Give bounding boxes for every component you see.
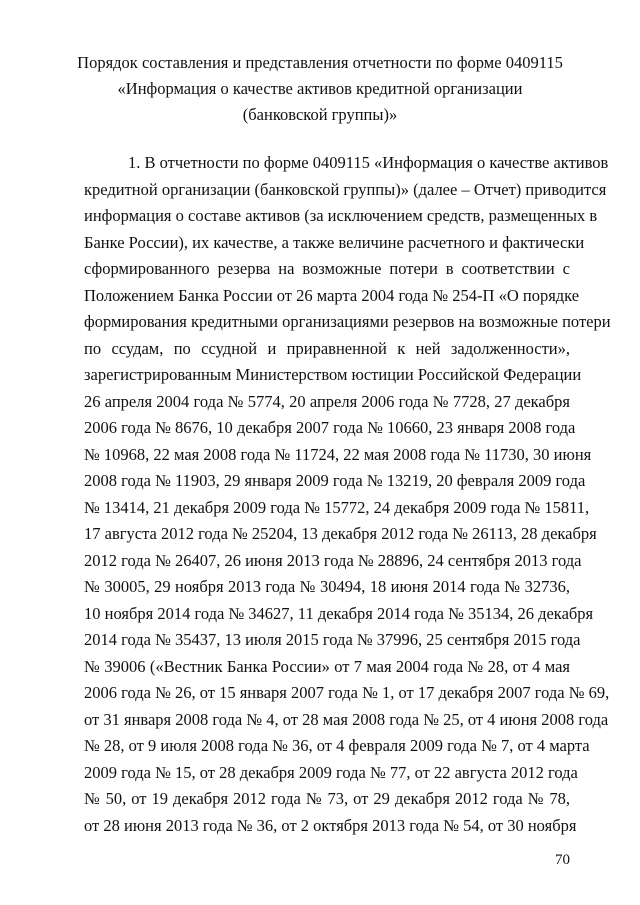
text-line: 1. В отчетности по форме 0409115 «Информация о качестве активов (128, 153, 609, 172)
text-line: кредитной организации (банковской группы)» (далее – Отчет) приводится (84, 179, 607, 199)
text-line: 26 апреля 2004 года № 5774, 20 апреля 2006 года № 7728, 27 декабря (84, 391, 570, 411)
text-line: № 30005, 29 ноября 2013 года № 30494, 18 июня 2014 года № 32736, (84, 577, 570, 596)
text-line: зарегистрированным Министерством юстиции Российской Федерации (84, 365, 582, 384)
text-line: 2014 года № 35437, 13 июля 2015 года № 37996, 25 сентября 2015 года (84, 630, 581, 649)
text-line: 2006 года № 8676, 10 декабря 2007 года № 10660, 23 января 2008 года (84, 418, 576, 437)
text-line: формирования кредитными организациями резервов на возможные потери (84, 312, 611, 331)
title-line-2: «Информация о качестве активов кредитной организации (117, 79, 523, 98)
text-line: 2008 года № 11903, 29 января 2009 года № 13219, 20 февраля 2009 года (84, 471, 586, 490)
text-line: Положением Банка России от 26 марта 2004 года № 254-П «О порядке (84, 285, 580, 305)
text-line: № 50, от 19 декабря 2012 года № 73, от 29 декабря 2012 года № 78, (84, 789, 570, 808)
page-number: 70 (555, 852, 570, 868)
paragraph-1 (84, 150, 611, 839)
text-line: по ссудам, по ссудной и приравненной к ней задолженности», (84, 338, 570, 358)
text-line: 2009 года № 15, от 28 декабря 2009 года № 77, от 22 августа 2012 года (84, 762, 578, 782)
text-line: Банке России), их качестве, а также величине расчетного и фактически (84, 232, 585, 252)
text-line: 2006 года № 26, от 15 января 2007 года № 1, от 17 декабря 2007 года № 69, (84, 683, 610, 702)
text-line: от 28 июня 2013 года № 36, от 2 октября 2013 года № 54, от 30 ноября (84, 815, 577, 835)
title-line-3: (банковской группы)» (242, 105, 398, 124)
text-line: 2012 года № 26407, 26 июня 2013 года № 28896, 24 сентября 2013 года (84, 550, 582, 570)
text-line: № 13414, 21 декабря 2009 года № 15772, 24 декабря 2009 года № 15811, (84, 497, 590, 517)
title-line-1: Порядок составления и представления отчетности по форме 0409115 (77, 53, 563, 72)
text-line: от 31 января 2008 года № 4, от 28 мая 2008 года № 25, от 4 июня 2008 года (84, 709, 609, 729)
document-title (60, 50, 580, 128)
text-line: № 39006 («Вестник Банка России» от 7 мая 2004 года № 28, от 4 мая (84, 656, 570, 676)
text-line: № 28, от 9 июля 2008 года № 36, от 4 февраля 2009 года № 7, от 4 марта (84, 736, 590, 755)
text-line: № 10968, 22 мая 2008 года № 11724, 22 мая 2008 года № 11730, 30 июня (84, 444, 592, 464)
text-line: 10 ноября 2014 года № 34627, 11 декабря 2014 года № 35134, 26 декабря (84, 603, 594, 623)
text-line: информация о составе активов (за исключением средств, размещенных в (84, 206, 598, 225)
text-line: сформированного резерва на возможные потери в соответствии с (84, 259, 570, 278)
text-line: 17 августа 2012 года № 25204, 13 декабря 2012 года № 26113, 28 декабря (84, 524, 597, 543)
